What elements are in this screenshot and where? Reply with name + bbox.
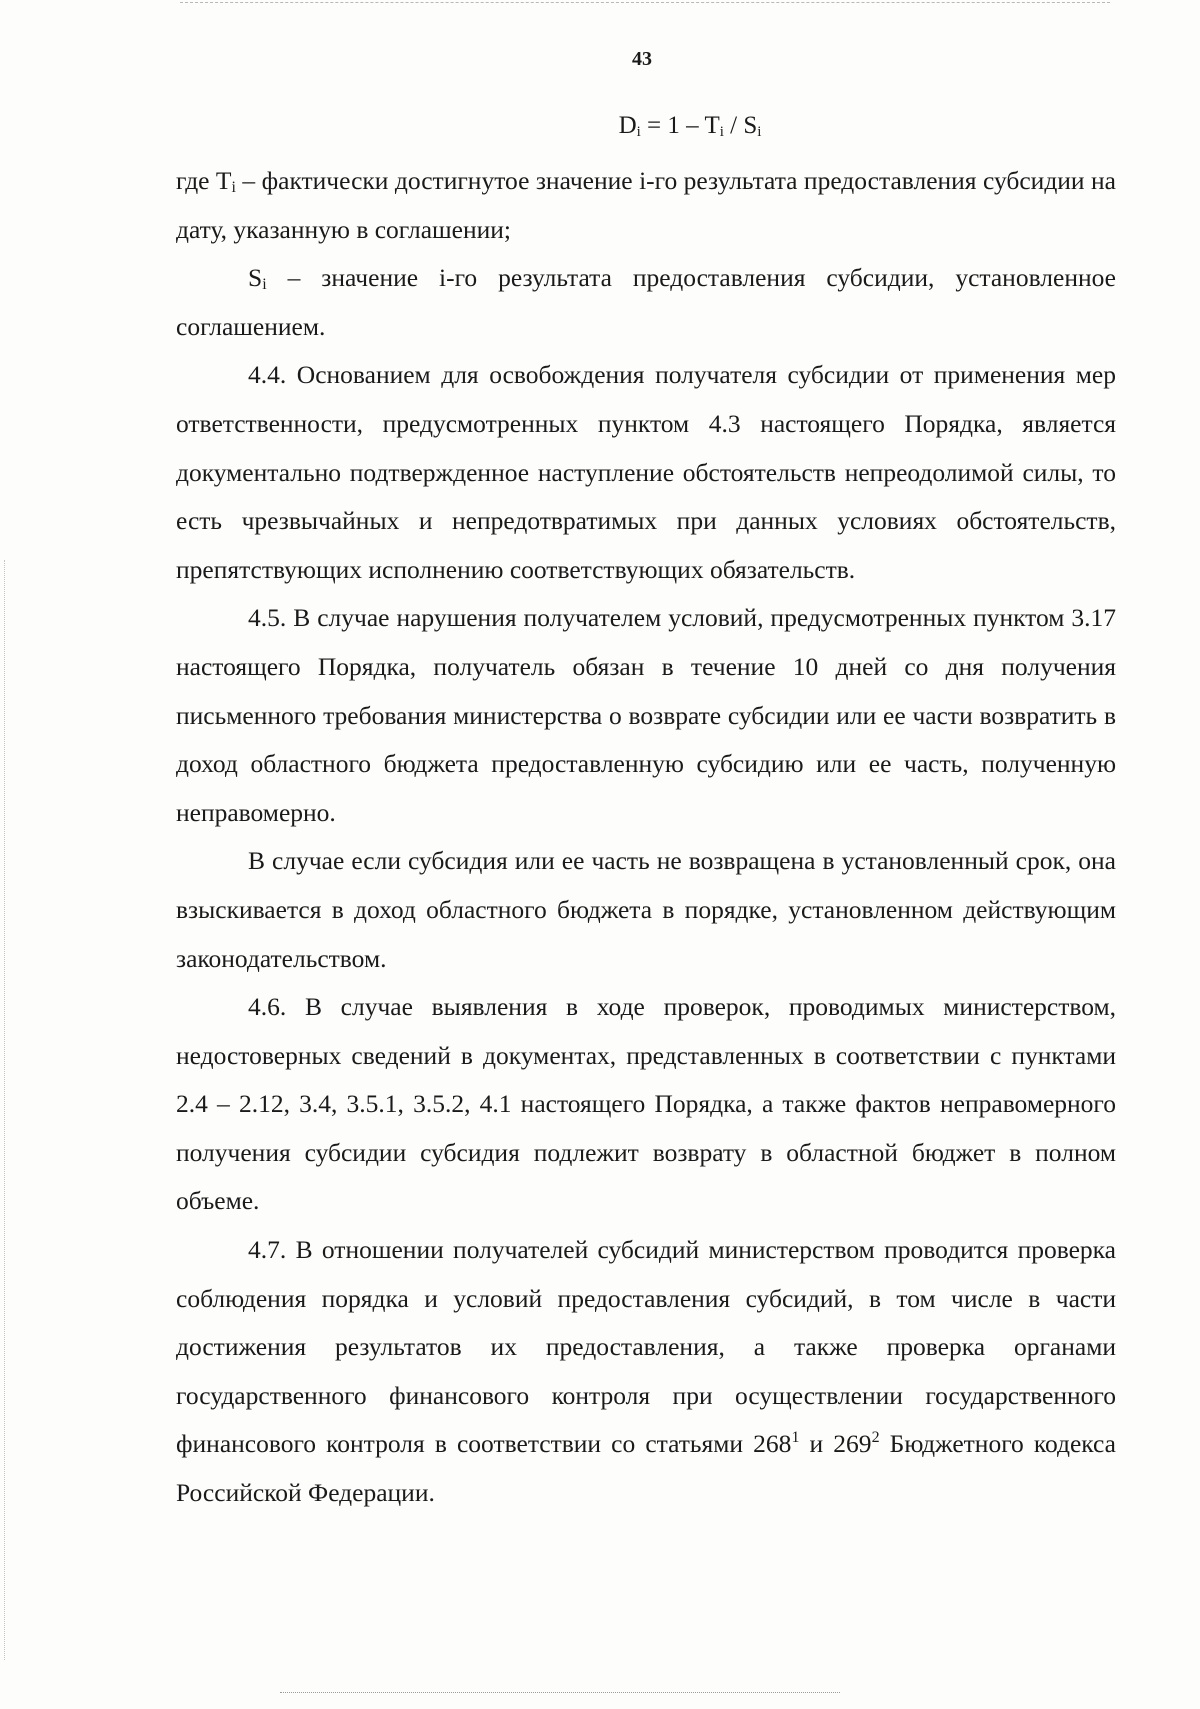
where-rest: – фактически достигнутое значение i-го результата предоставления субсидии на дату, указанную в соглашении; — [176, 166, 1116, 244]
paragraph-4-4: 4.4. Основанием для освобождения получателя субсидии от применения мер ответственности, предусмотренных пунктом 4.3 настоящего Порядка, является документально подтвержденное наступление обстоятельств непреодолимой силы, то есть чрезвычайных и непредотвратимых при данных условиях обстоятельств, препятствующих исполнению соответствующих обязательств. — [176, 360, 1116, 584]
formula-mid: = 1 – T — [640, 112, 720, 139]
s-rest: – значение i-го результата предоставления субсидии, установленное соглашением. — [176, 263, 1116, 341]
page-number: 43 — [632, 48, 652, 70]
formula-sep: / S — [723, 112, 758, 139]
p47-text-b: и 269 — [799, 1429, 872, 1459]
where-intro: где T — [176, 166, 232, 195]
paragraph-4-6: 4.6. В случае выявления в ходе проверок, проводимых министерством, недостоверных сведений в документах, представленных в соответствии с пунктами 2.4 – 2.12, 3.4, 3.5.1, 3.5.2, 4.1 настоящего Порядка, а также фактов неправомерного получения субсидии субсидия подлежит возврату в областной бюджет в полном объеме. — [176, 992, 1116, 1216]
where-subscript: i — [231, 179, 236, 196]
scan-edge-bottom — [280, 1692, 840, 1695]
paragraph-4-5-continued: В случае если субсидия или ее часть не возвращена в установленный срок, она взыскивается в доход областного бюджета в порядке, установленном действующим законодательством. — [176, 846, 1116, 973]
body-text — [176, 157, 1116, 1518]
p47-superscript-a: 1 — [791, 1429, 800, 1447]
formula — [90, 112, 1200, 141]
p47-superscript-b: 2 — [871, 1429, 880, 1447]
formula-mid-subscript: i — [719, 124, 724, 140]
s-definition — [176, 254, 1116, 351]
scan-edge-top — [180, 2, 1110, 5]
paragraph-4-5: 4.5. В случае нарушения получателем условий, предусмотренных пунктом 3.17 настоящего Порядка, получатель обязан в течение 10 дней со дня получения письменного требования министерства о возврате субсидии или ее части возвратить в доход областного бюджета предоставленную субсидию или ее часть, полученную неправомерно. — [176, 603, 1116, 827]
where-definition — [176, 157, 1116, 254]
s-symbol: S — [248, 263, 263, 293]
p47-text-c: Бюджетного кодекса Российской Федерации. — [176, 1429, 1116, 1508]
formula-lhs: D — [618, 112, 637, 139]
s-subscript: i — [262, 276, 267, 294]
scan-edge-left — [4, 560, 7, 1660]
p47-text-a: 4.7. В отношении получателей субсидий министерством проводится проверка соблюдения порядка и условий предоставления субсидий, в том числе в части достижения результатов их предоставления, а также проверка органами государственного финансового контроля при осуществлении государственного финансового контроля в соответствии со статьями 268 — [176, 1235, 1116, 1459]
paragraph-4-7 — [176, 1226, 1116, 1518]
formula-lhs-subscript: i — [636, 124, 641, 140]
formula-end-subscript: i — [757, 124, 762, 140]
